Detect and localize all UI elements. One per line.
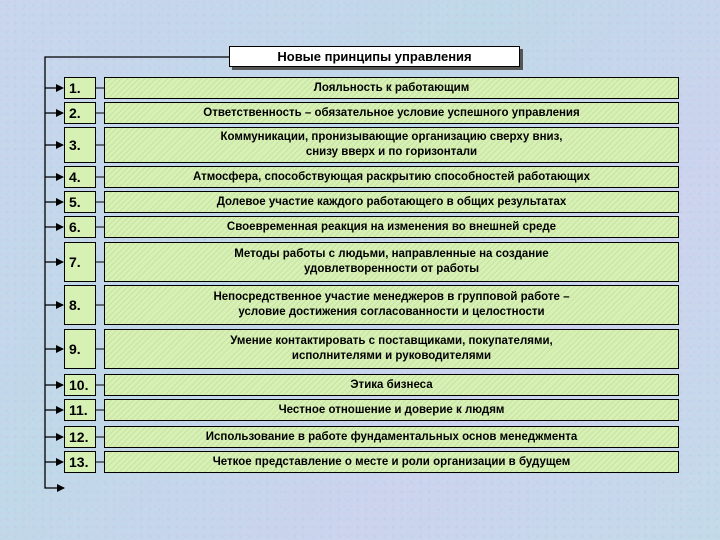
diagram-title: Новые принципы управления [229, 46, 520, 67]
item-text-3: Коммуникации, пронизывающие организацию сверху вниз, снизу вверх и по горизонтали [104, 127, 679, 163]
item-number-6: 6. [64, 216, 96, 238]
item-text-2: Ответственность – обязательное условие успешного управления [104, 102, 679, 124]
row-links [96, 88, 104, 462]
item-text-1: Лояльность к работающим [104, 77, 679, 99]
item-number-7: 7. [64, 242, 96, 282]
item-number-4: 4. [64, 166, 96, 188]
item-number-13: 13. [64, 451, 96, 473]
item-text-13: Четкое представление о месте и роли организации в будущем [104, 451, 679, 473]
item-number-9: 9. [64, 329, 96, 369]
item-text-4: Атмосфера, способствующая раскрытию способностей работающих [104, 166, 679, 188]
item-text-11: Честное отношение и доверие к людям [104, 399, 679, 421]
item-text-7: Методы работы с людьми, направленные на создание удовлетворенности от работы [104, 242, 679, 282]
item-text-5: Долевое участие каждого работающего в общих результатах [104, 191, 679, 213]
item-number-10: 10. [64, 374, 96, 396]
item-text-8: Непосредственное участие менеджеров в групповой работе – условие достижения согласованности и целостности [104, 285, 679, 325]
item-number-1: 1. [64, 77, 96, 99]
item-number-2: 2. [64, 102, 96, 124]
item-text-12: Использование в работе фундаментальных основ менеджмента [104, 426, 679, 448]
item-number-5: 5. [64, 191, 96, 213]
item-text-9: Умение контактировать с поставщиками, покупателями, исполнителями и руководителями [104, 329, 679, 369]
item-number-11: 11. [64, 399, 96, 421]
item-text-10: Этика бизнеса [104, 374, 679, 396]
branch-arrows [45, 88, 63, 462]
item-text-6: Своевременная реакция на изменения во внешней среде [104, 216, 679, 238]
item-number-3: 3. [64, 127, 96, 163]
item-number-12: 12. [64, 426, 96, 448]
item-number-8: 8. [64, 285, 96, 325]
